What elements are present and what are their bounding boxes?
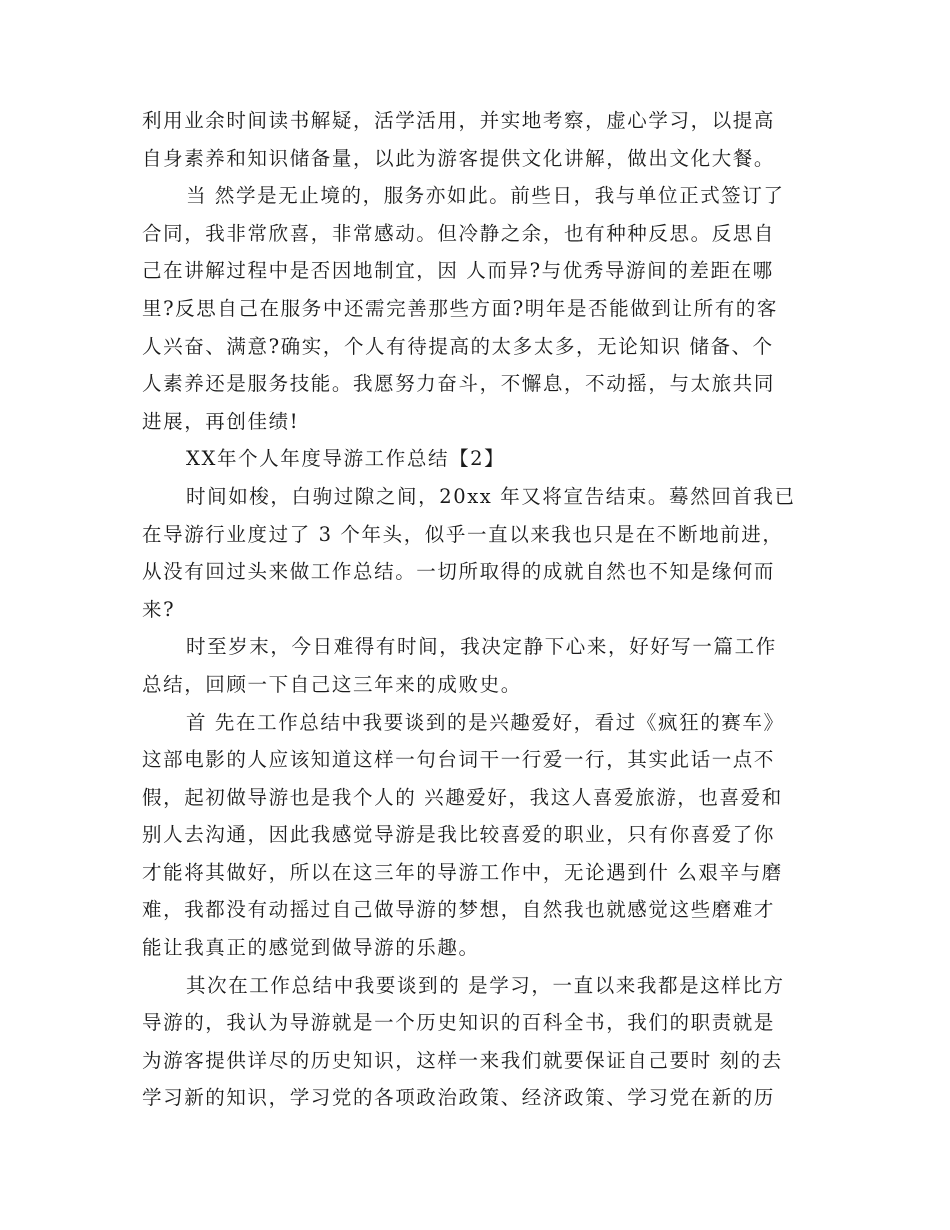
text-line: 当 然学是无止境的，服务亦如此。前些日，我与单位正式签订了 — [186, 184, 785, 208]
text-line: 别人去沟通，因此我感觉导游是我比较喜爱的职业，只有你喜爱了你 — [142, 823, 776, 847]
text-line: 导游的，我认为导游就是一个历史知识的百科全书，我们的职责就是 — [142, 1011, 776, 1035]
text-line: 来? — [142, 597, 176, 621]
text-line: 才能将其做好，所以在这三年的导游工作中，无论遇到什 么艰辛与磨 — [142, 860, 783, 884]
text-line: 时至岁末，今日难得有时间，我决定静下心来，好好写一篇工作 — [186, 635, 777, 659]
text-line: 假，起初做导游也是我个人的 兴趣爱好，我这人喜爱旅游，也喜爱和 — [142, 785, 783, 809]
text-line: XX年个人年度导游工作总结【2】 — [186, 447, 506, 471]
text-line: 合同，我非常欣喜，非常感动。但冷静之余，也有种种反思。反思自 — [142, 221, 776, 245]
text-line: 里?反思自己在服务中还需完善那些方面?明年是否能做到让所有的客 — [142, 296, 779, 320]
text-line: 其次在工作总结中我要谈到的 是学习，一直以来我都是这样比方 — [186, 973, 785, 997]
text-line: 能让我真正的感觉到做导游的乐趣。 — [142, 936, 480, 960]
text-line: 己在讲解过程中是否因地制宜，因 人而异?与优秀导游间的差距在哪 — [142, 259, 774, 283]
text-line: 进展，再创佳绩! — [142, 409, 300, 433]
text-line: 自身素养和知识储备量，以此为游客提供文化讲解，做出文化大餐。 — [142, 146, 776, 170]
text-line: 在导游行业度过了 3 个年头，似乎一直以来我也只是在不断地前进， — [142, 522, 784, 546]
text-line: 这部电影的人应该知道这样一句台词干一行爱一行，其实此话一点不 — [142, 748, 776, 772]
text-line: 首 先在工作总结中我要谈到的是兴趣爱好，看过《疯狂的赛车》 — [186, 710, 785, 734]
text-line: 难，我都没有动摇过自己做导游的梦想，自然我也就感觉这些磨难才 — [142, 898, 776, 922]
text-line: 为游客提供详尽的历史知识，这样一来我们就要保证自己要时 刻的去 — [142, 1048, 783, 1072]
text-line: 学习新的知识，学习党的各项政治政策、经济政策、学习党在新的历 — [142, 1086, 776, 1110]
text-line: 总结，回顾一下自己这三年来的成败史。 — [142, 672, 522, 696]
text-line: 人兴奋、满意?确实，个人有待提高的太多太多，无论知识 储备、个 — [142, 334, 774, 358]
text-line: 时间如梭，白驹过隙之间，20xx 年又将宣告结束。蓦然回首我已 — [186, 484, 796, 508]
text-line: 利用业余时间读书解疑，活学活用，并实地考察，虚心学习，以提高 — [142, 109, 776, 132]
text-line: 人素养还是服务技能。我愿努力奋斗，不懈息，不动摇，与太旅共同 — [142, 372, 776, 396]
document-body — [142, 102, 812, 1117]
text-line: 从没有回过头来做工作总结。一切所取得的成就自然也不知是缘何而 — [142, 560, 776, 584]
